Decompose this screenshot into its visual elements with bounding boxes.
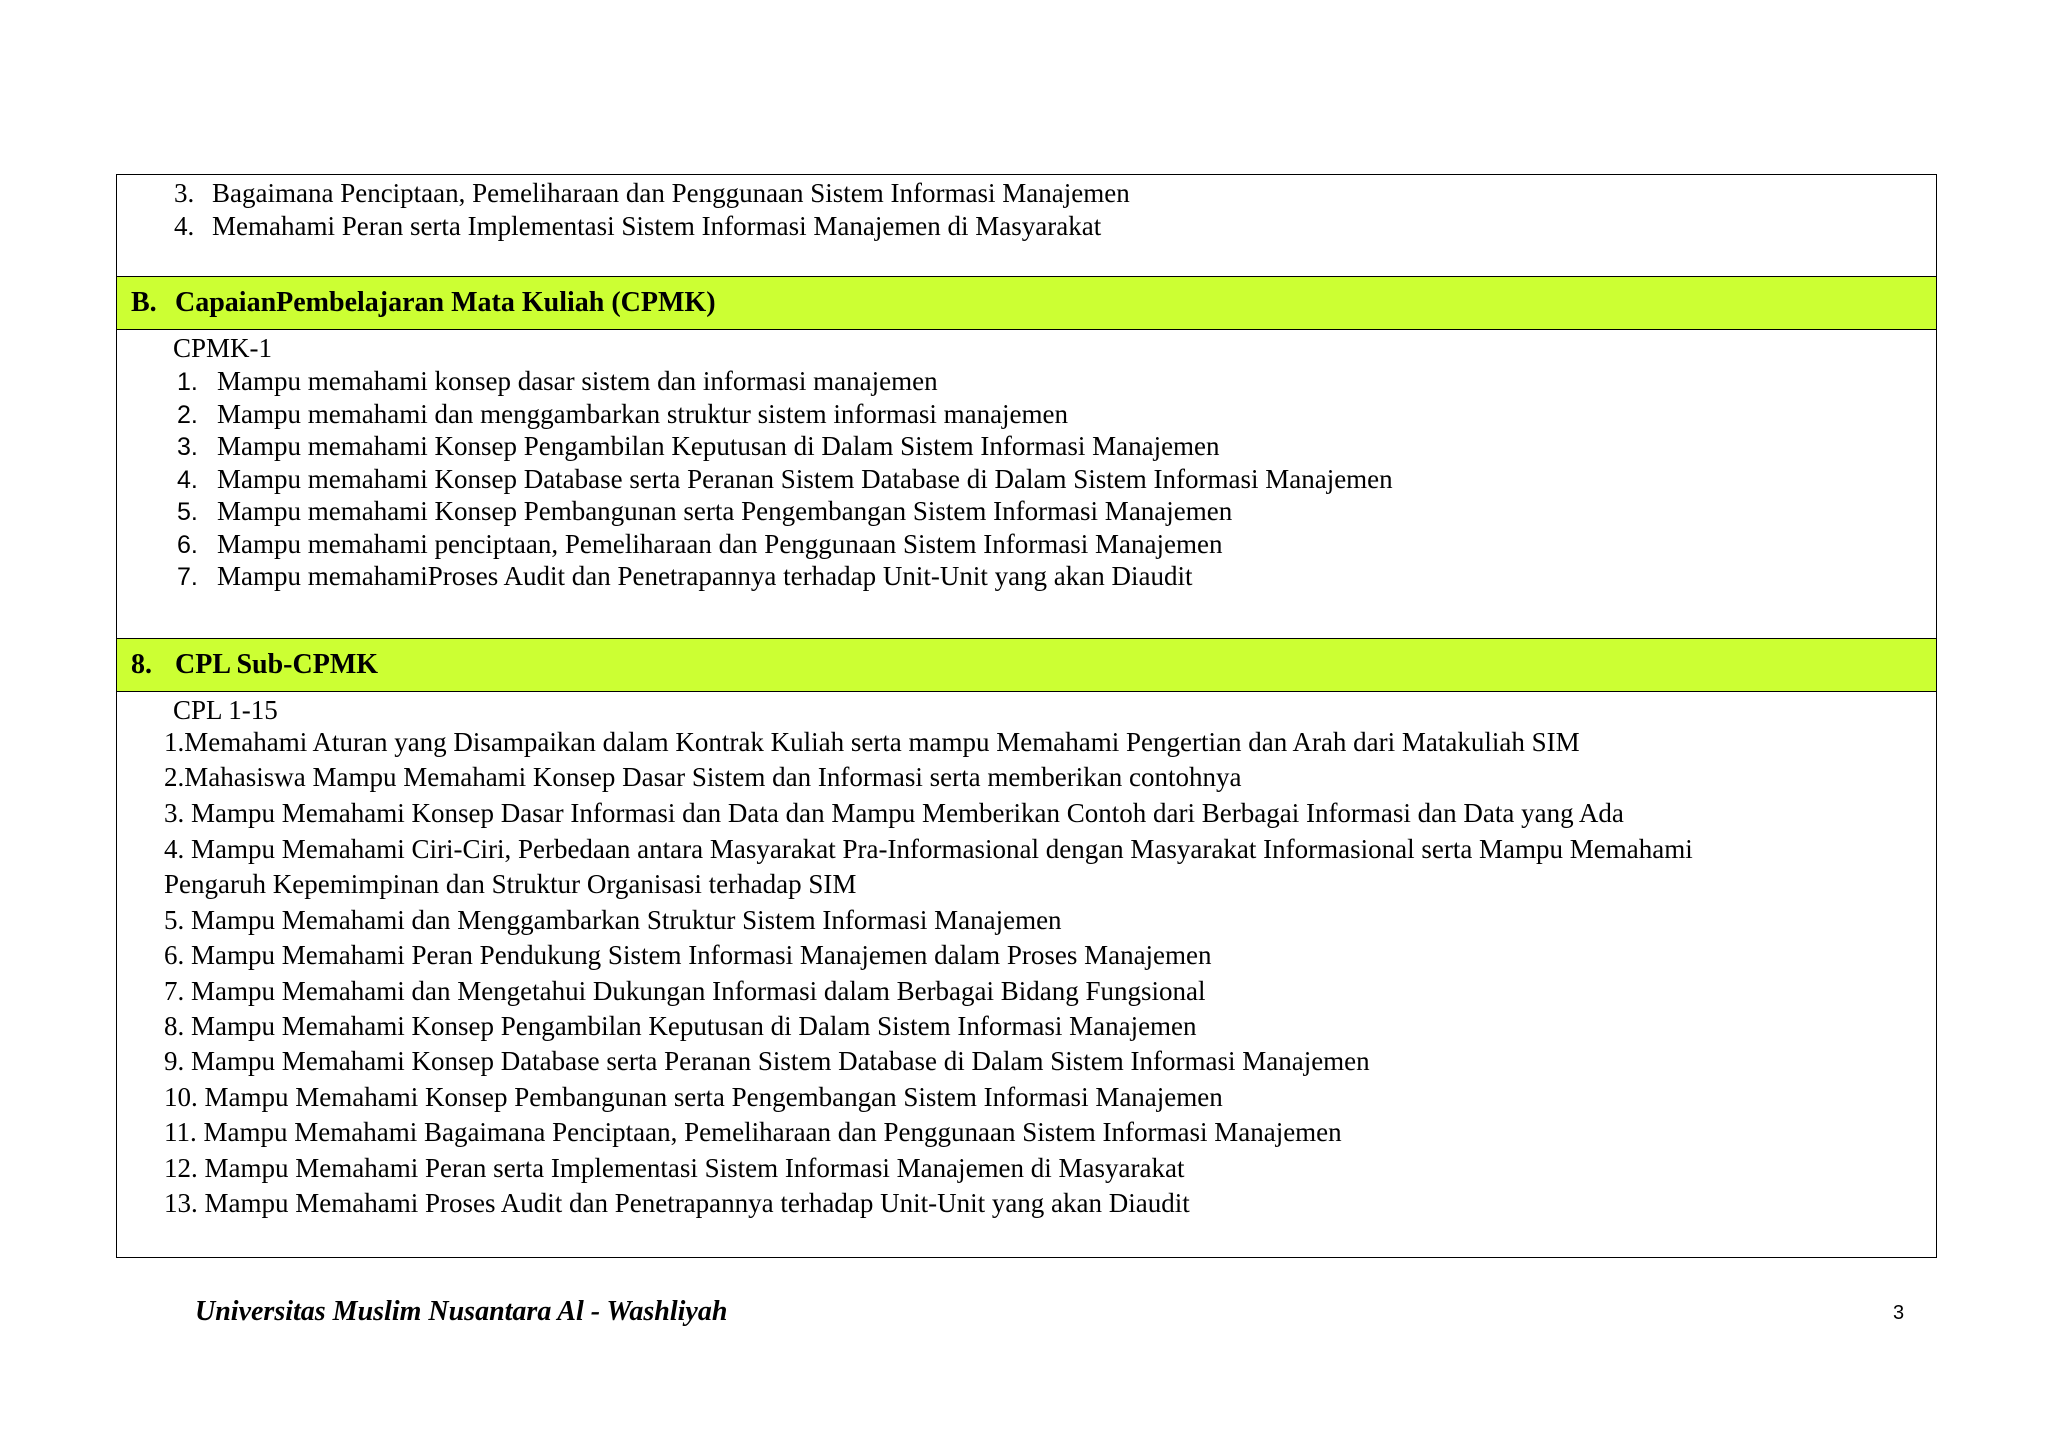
list-item: [174, 210, 1101, 242]
cpl-line: 3. Mampu Memahami Konsep Dasar Informasi dan Data dan Mampu Memberikan Contoh dari Berbagai Informasi dan Data yang Ada: [164, 798, 1624, 828]
cpl-line: Pengaruh Kepemimpinan dan Struktur Organisasi terhadap SIM: [164, 869, 857, 899]
list-item-text: Mampu memahami Konsep Pengambilan Keputusan di Dalam Sistem Informasi Manajemen: [217, 431, 1220, 461]
section-b-header: [117, 276, 1936, 330]
list-item-text: Mampu memahami penciptaan, Pemeliharaan dan Penggunaan Sistem Informasi Manajemen: [217, 529, 1223, 559]
list-item-text: Bagaimana Penciptaan, Pemeliharaan dan Penggunaan Sistem Informasi Manajemen: [212, 178, 1130, 208]
list-item: [177, 560, 1193, 593]
content-table: [116, 174, 1937, 1258]
cpl-line: 1.Memahami Aturan yang Disampaikan dalam Kontrak Kuliah serta mampu Memahami Pengertian dan Arah dari Matakuliah SIM: [164, 727, 1580, 757]
list-item-text: Memahami Peran serta Implementasi Sistem Informasi Manajemen di Masyarakat: [212, 211, 1102, 241]
cpl-line: 11. Mampu Memahami Bagaimana Penciptaan, Pemeliharaan dan Penggunaan Sistem Informasi Manajemen: [164, 1117, 1342, 1147]
list-item-number: 5.: [177, 498, 198, 526]
section-8-title: CPL Sub-CPMK: [175, 649, 379, 680]
section-8-content: [117, 692, 1936, 1257]
cpl-line: 7. Mampu Memahami dan Mengetahui Dukungan Informasi dalam Berbagai Bidang Fungsional: [164, 976, 1206, 1006]
list-item-number: 4.: [174, 211, 195, 241]
section-8-header: [117, 638, 1936, 692]
list-item-number: 1.: [177, 368, 198, 396]
cpl-line: 6. Mampu Memahami Peran Pendukung Sistem Informasi Manajemen dalam Proses Manajemen: [164, 940, 1212, 970]
list-item-number: 3.: [177, 433, 198, 461]
cpl-line: 10. Mampu Memahami Konsep Pembangunan serta Pengembangan Sistem Informasi Manajemen: [164, 1082, 1223, 1112]
cpl-line: 2.Mahasiswa Mampu Memahami Konsep Dasar Sistem dan Informasi serta memberikan contohnya: [164, 762, 1242, 792]
cpl-line: 12. Mampu Memahami Peran serta Implementasi Sistem Informasi Manajemen di Masyarakat: [164, 1153, 1185, 1183]
section-b-content: [117, 330, 1936, 638]
section-b-number: B.: [131, 287, 157, 318]
cpl-line: 5. Mampu Memahami dan Menggambarkan Struktur Sistem Informasi Manajemen: [164, 905, 1062, 935]
list-item: [174, 177, 1130, 209]
list-item-text: Mampu memahami Konsep Pembangunan serta Pengembangan Sistem Informasi Manajemen: [217, 496, 1233, 526]
cpl-line: 4. Mampu Memahami Ciri-Ciri, Perbedaan antara Masyarakat Pra-Informasional dengan Masyarakat Informasional serta Mampu Memahami: [164, 834, 1693, 864]
list-item: [177, 430, 1220, 463]
cpl-line: 13. Mampu Memahami Proses Audit dan Penetrapannya terhadap Unit-Unit yang akan Diaudit: [164, 1188, 1190, 1218]
list-item-text: Mampu memahami konsep dasar sistem dan informasi manajemen: [217, 366, 938, 396]
list-item: [177, 495, 1232, 528]
list-item-number: 7.: [177, 563, 198, 591]
list-item-number: 3.: [174, 178, 195, 208]
list-item-text: Mampu memahamiProses Audit dan Penetrapannya terhadap Unit-Unit yang akan Diaudit: [217, 561, 1193, 591]
cpl-line: 8. Mampu Memahami Konsep Pengambilan Keputusan di Dalam Sistem Informasi Manajemen: [164, 1011, 1197, 1041]
page-number: 3: [1893, 1302, 1905, 1324]
list-item: [177, 365, 938, 398]
cpl-label: CPL 1-15: [173, 695, 278, 725]
section-b-title: CapaianPembelajaran Mata Kuliah (CPMK): [175, 287, 716, 318]
section-8-number: 8.: [131, 649, 152, 680]
cpmk-label: CPMK-1: [173, 333, 273, 363]
list-item-number: 2.: [177, 401, 198, 429]
section-a-continuation: [117, 175, 1936, 276]
list-item-text: Mampu memahami Konsep Database serta Peranan Sistem Database di Dalam Sistem Informasi Manajemen: [217, 464, 1393, 494]
list-item-text: Mampu memahami dan menggambarkan struktur sistem informasi manajemen: [217, 399, 1069, 429]
list-item-number: 6.: [177, 531, 198, 559]
cpl-line: 9. Mampu Memahami Konsep Database serta Peranan Sistem Database di Dalam Sistem Informasi Manajemen: [164, 1046, 1370, 1076]
list-item-number: 4.: [177, 466, 198, 494]
list-item: [177, 528, 1222, 561]
footer-institution: Universitas Muslim Nusantara Al - Washliyah: [195, 1296, 728, 1327]
list-item: [177, 398, 1068, 431]
list-item: [177, 463, 1393, 496]
